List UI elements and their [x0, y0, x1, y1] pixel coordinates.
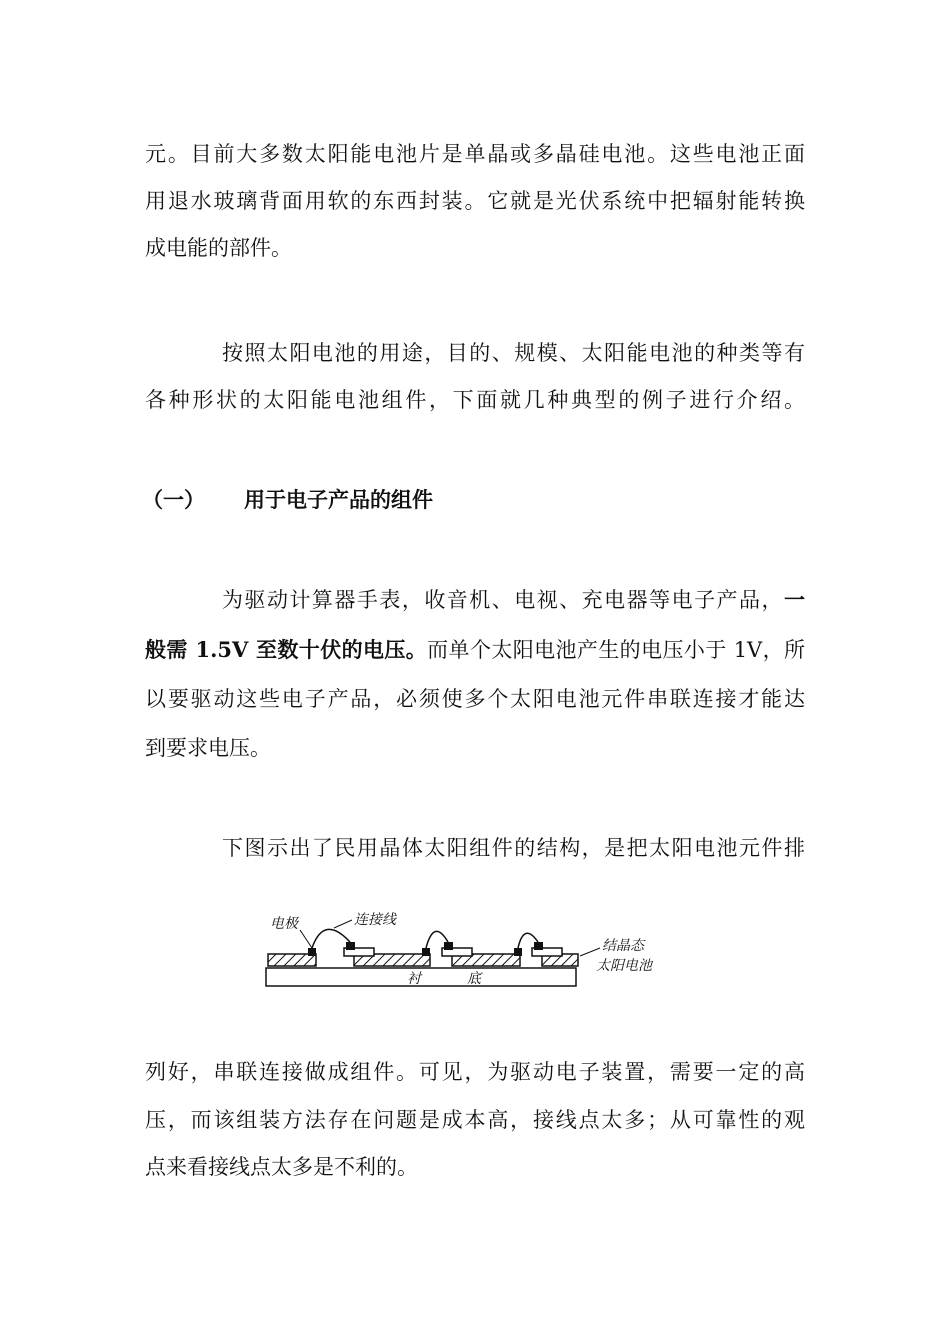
electrode: [534, 942, 543, 950]
text-line: 按照太阳电池的用途，目的、规模、太阳能电池的种类等有: [222, 341, 805, 365]
text-line: 下图示出了民用晶体太阳组件的结构，是把太阳电池元件排: [222, 836, 805, 860]
connector-label: 连接线: [354, 912, 396, 928]
text-line: 各种形状的太阳能电池组件，下面就几种典型的例子进行介绍。: [145, 388, 805, 412]
text-line: 元。目前大多数太阳能电池片是单晶或多晶硅电池。这些电池正面: [145, 142, 805, 166]
electrode: [422, 948, 430, 956]
leader-line: [334, 920, 352, 928]
leader-line: [580, 948, 600, 956]
crystal-cell-label-line1: 结晶态: [602, 938, 644, 954]
substrate: [266, 968, 576, 986]
text-line: [145, 636, 805, 664]
text-line: 以要驱动这些电子产品，必须使多个太阳电池元件串联连接才能达: [145, 687, 805, 711]
figure-drawing: [262, 908, 682, 998]
connecting-wire: [312, 929, 350, 948]
text-line: 到要求电压。: [145, 736, 271, 760]
substrate-label-2: 底: [467, 971, 481, 987]
leader-line: [300, 930, 312, 948]
electrode: [514, 948, 522, 956]
text-line: 压，而该组装方法存在问题是成本高，接线点太多；从可靠性的观: [145, 1108, 805, 1132]
text-line: [222, 586, 805, 614]
text-line: 用退水玻璃背面用软的东西封装。它就是光伏系统中把辐射能转换: [145, 189, 805, 213]
electrode-label: 电极: [270, 916, 298, 932]
electrode: [444, 942, 453, 950]
solar-module-cross-section-figure: [262, 908, 682, 998]
section-title: 用于电子产品的组件: [244, 487, 433, 512]
crystal-cell-label-line2: 太阳电池: [596, 958, 652, 974]
bold-text-run: 般需 1.5V 至数十伏的电压。: [145, 637, 428, 662]
section-number: （一）: [142, 487, 205, 512]
text-line: 点来看接线点太多是不利的。: [145, 1155, 418, 1179]
substrate-label-1: 衬: [407, 971, 421, 987]
text-line: 列好，串联连接做成组件。可见，为驱动电子装置，需要一定的高: [145, 1060, 805, 1084]
bold-text-run: 一: [784, 587, 805, 612]
text-run: 为驱动计算器手表，收音机、电视、充电器等电子产品，: [222, 588, 784, 612]
electrode: [346, 942, 355, 950]
text-run: 而单个太阳电池产生的电压小于 1V，所: [427, 638, 806, 662]
electrode: [308, 948, 316, 956]
text-line: 成电能的部件。: [145, 236, 292, 260]
